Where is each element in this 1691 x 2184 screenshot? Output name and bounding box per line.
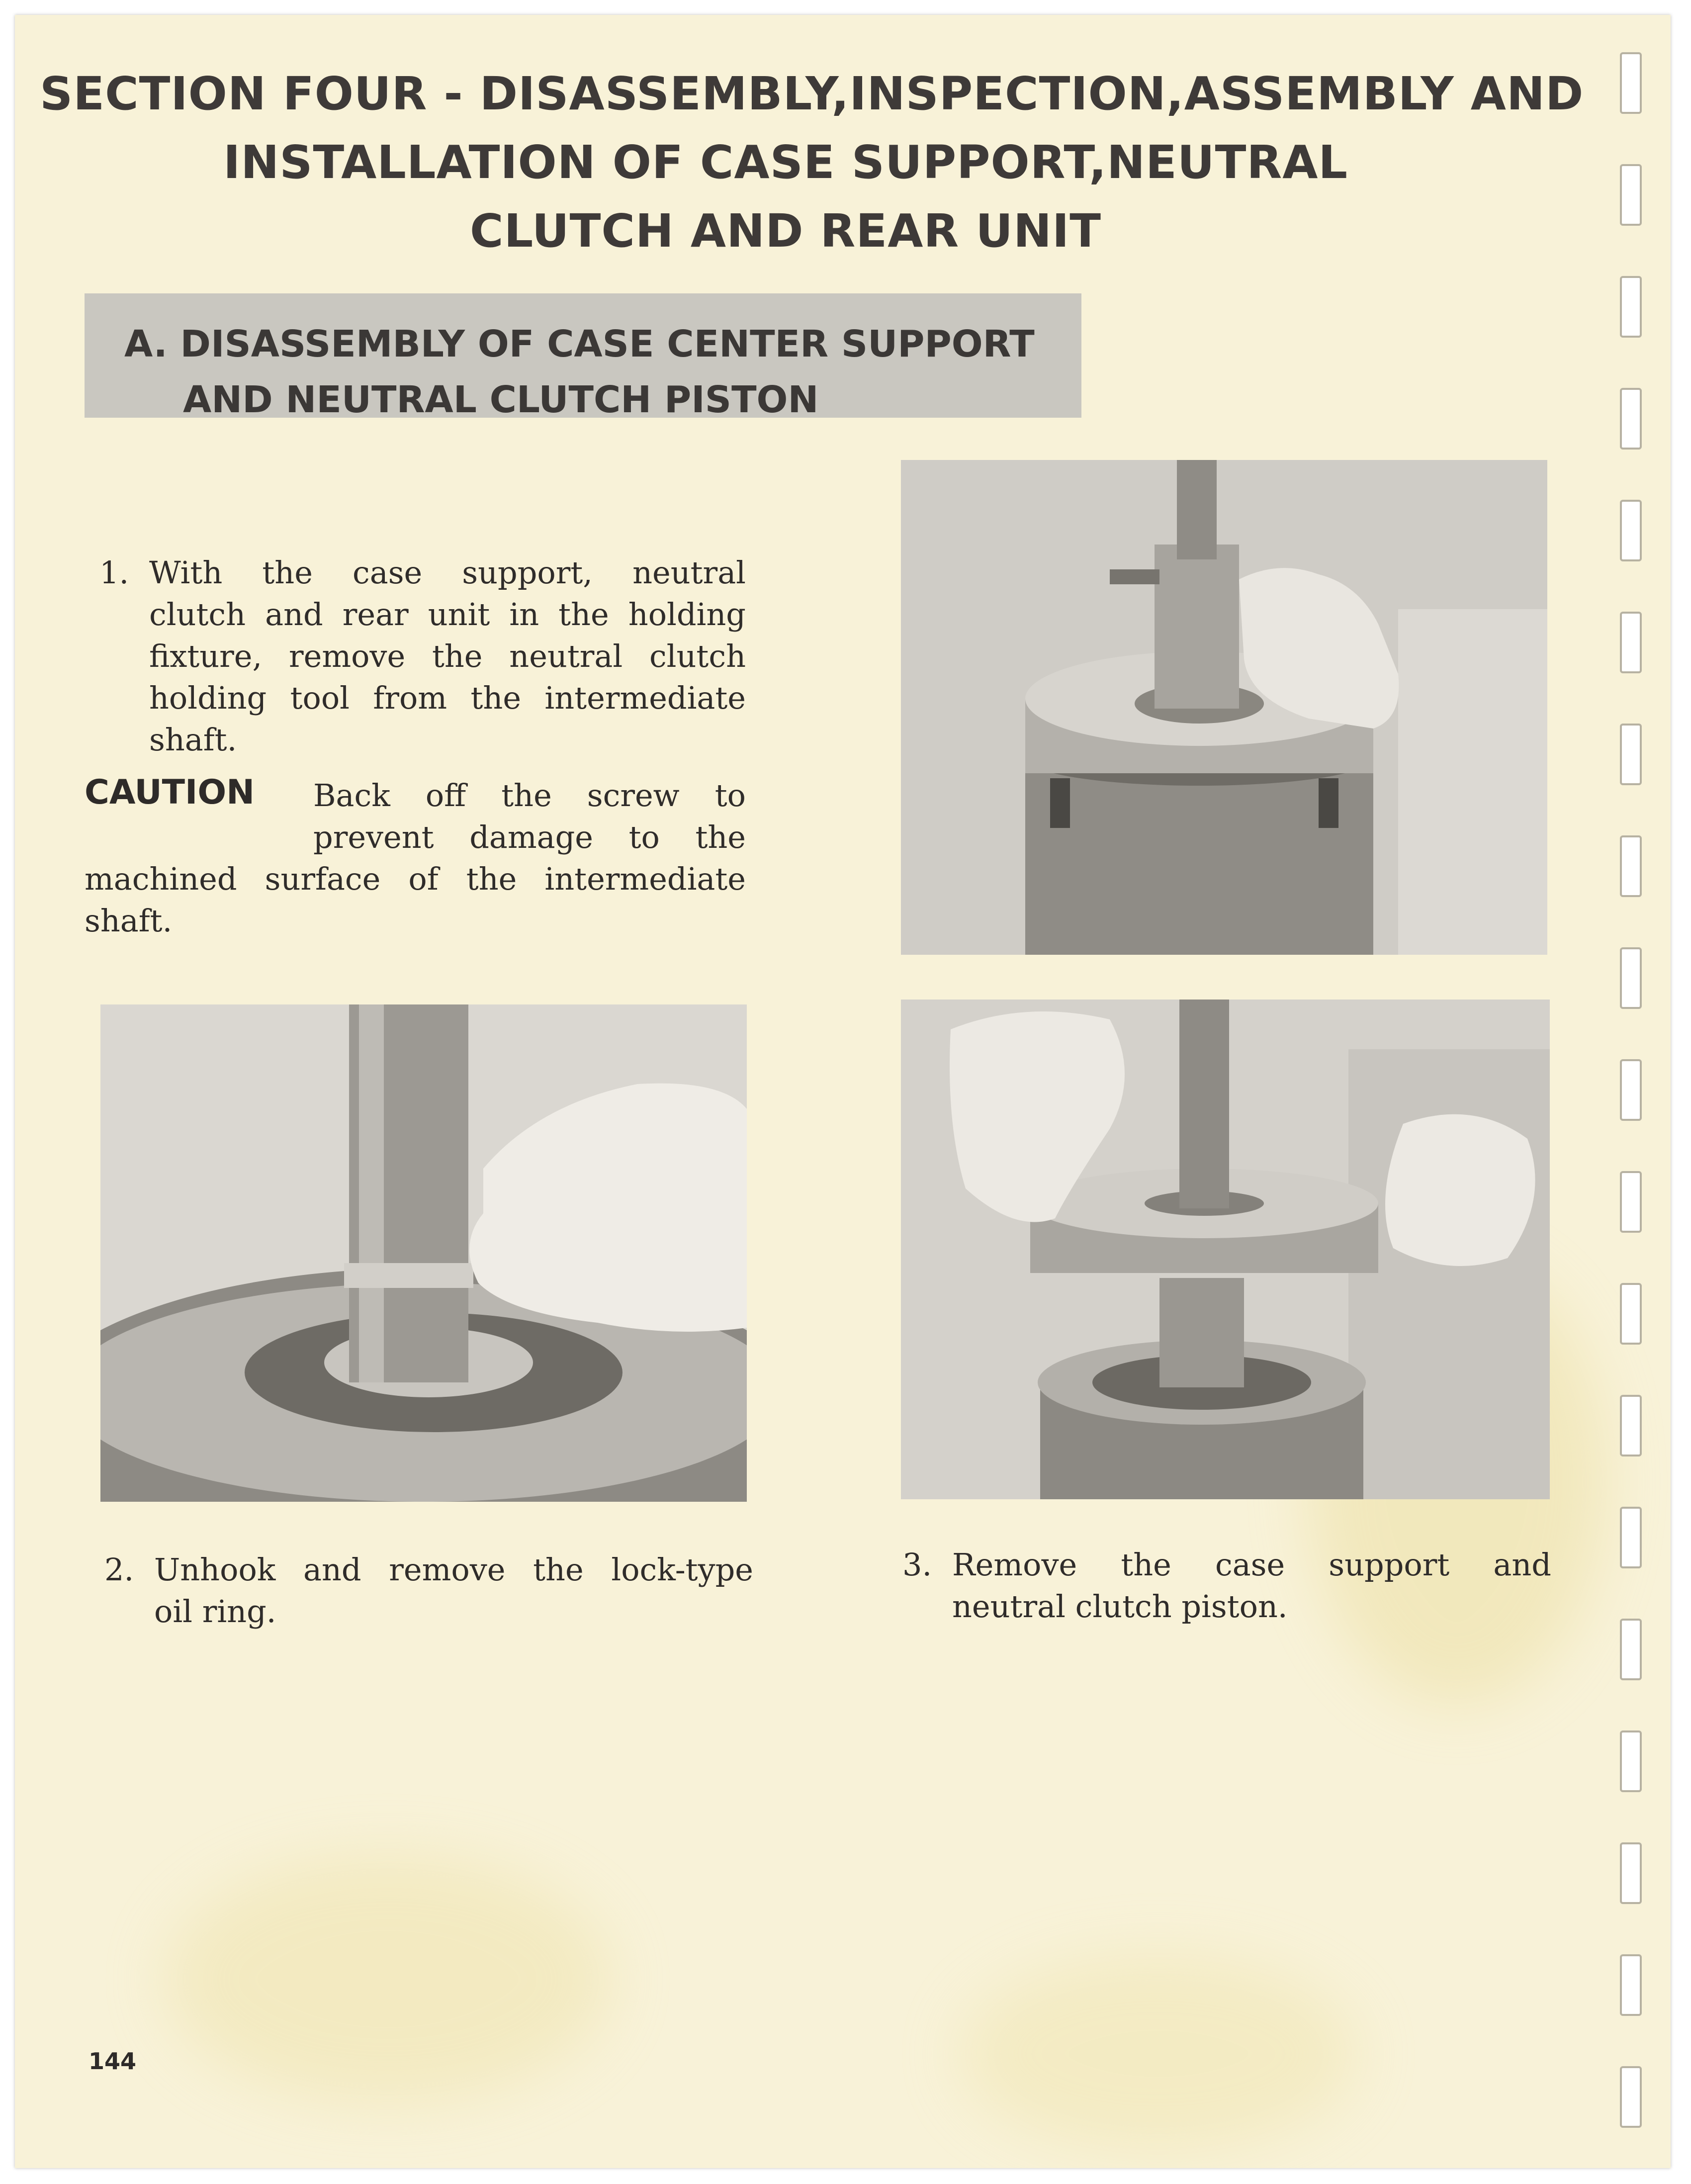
photo-lock-type-oil-ring <box>100 1004 747 1502</box>
step-1-line: clutch and rear unit in the holding <box>149 596 746 633</box>
punch-hole <box>1620 276 1642 338</box>
punch-hole <box>1620 1842 1642 1904</box>
heading-line-2: INSTALLATION OF CASE SUPPORT,NEUTRAL <box>223 136 1348 189</box>
subheading-line-2: AND NEUTRAL CLUTCH PISTON <box>183 378 819 421</box>
punch-hole <box>1620 1619 1642 1680</box>
step-1-line: holding tool from the intermediate <box>149 680 746 716</box>
caution-line: shaft. <box>85 903 173 939</box>
punch-hole <box>1620 612 1642 673</box>
caution-line: machined surface of the intermediate <box>85 861 746 897</box>
punch-hole <box>1620 1171 1642 1233</box>
punch-hole <box>1620 1507 1642 1568</box>
caution-line: prevent damage to the <box>313 819 746 855</box>
step-1-line: With the case support, neutral <box>149 554 746 591</box>
punch-hole <box>1620 835 1642 897</box>
step-2-line: oil ring. <box>154 1593 276 1630</box>
punch-hole <box>1620 947 1642 1009</box>
punch-hole <box>1620 1730 1642 1792</box>
page-number: 144 <box>89 2048 137 2075</box>
photo-remove-holding-tool <box>901 460 1547 955</box>
step-3-line: Remove the case support and <box>952 1547 1551 1583</box>
step-3-line: neutral clutch piston. <box>952 1588 1288 1625</box>
heading-line-3: CLUTCH AND REAR UNIT <box>470 204 1101 258</box>
step-1 <box>99 552 746 761</box>
step-3 <box>902 1544 1551 1628</box>
punch-hole <box>1620 164 1642 226</box>
punch-hole <box>1620 388 1642 450</box>
caution-note <box>85 775 746 942</box>
punch-hole <box>1620 1059 1642 1121</box>
step-2-number: 2. <box>104 1551 134 1588</box>
caution-line: Back off the screw to <box>313 777 746 814</box>
subsection-heading <box>85 293 1081 421</box>
caution-label: CAUTION <box>85 773 255 812</box>
punch-hole <box>1620 1395 1642 1456</box>
heading-line-1: SECTION FOUR - DISASSEMBLY,INSPECTION,ASSEMBLY AND <box>40 67 1584 120</box>
step-2 <box>104 1549 753 1633</box>
section-heading <box>40 60 1584 266</box>
punch-hole <box>1620 1954 1642 2016</box>
step-3-number: 3. <box>902 1547 932 1583</box>
punch-hole <box>1620 1283 1642 1345</box>
step-1-line: shaft. <box>149 722 237 758</box>
photo-remove-case-support <box>901 1000 1550 1499</box>
step-2-line: Unhook and remove the lock-type <box>154 1551 753 1588</box>
punch-hole <box>1620 52 1642 114</box>
punch-hole <box>1620 2066 1642 2128</box>
punch-hole <box>1620 500 1642 561</box>
step-1-number: 1. <box>99 554 129 591</box>
punch-hole <box>1620 724 1642 785</box>
step-1-line: fixture, remove the neutral clutch <box>149 638 746 674</box>
subheading-line-1: A. DISASSEMBLY OF CASE CENTER SUPPORT <box>124 323 1035 365</box>
